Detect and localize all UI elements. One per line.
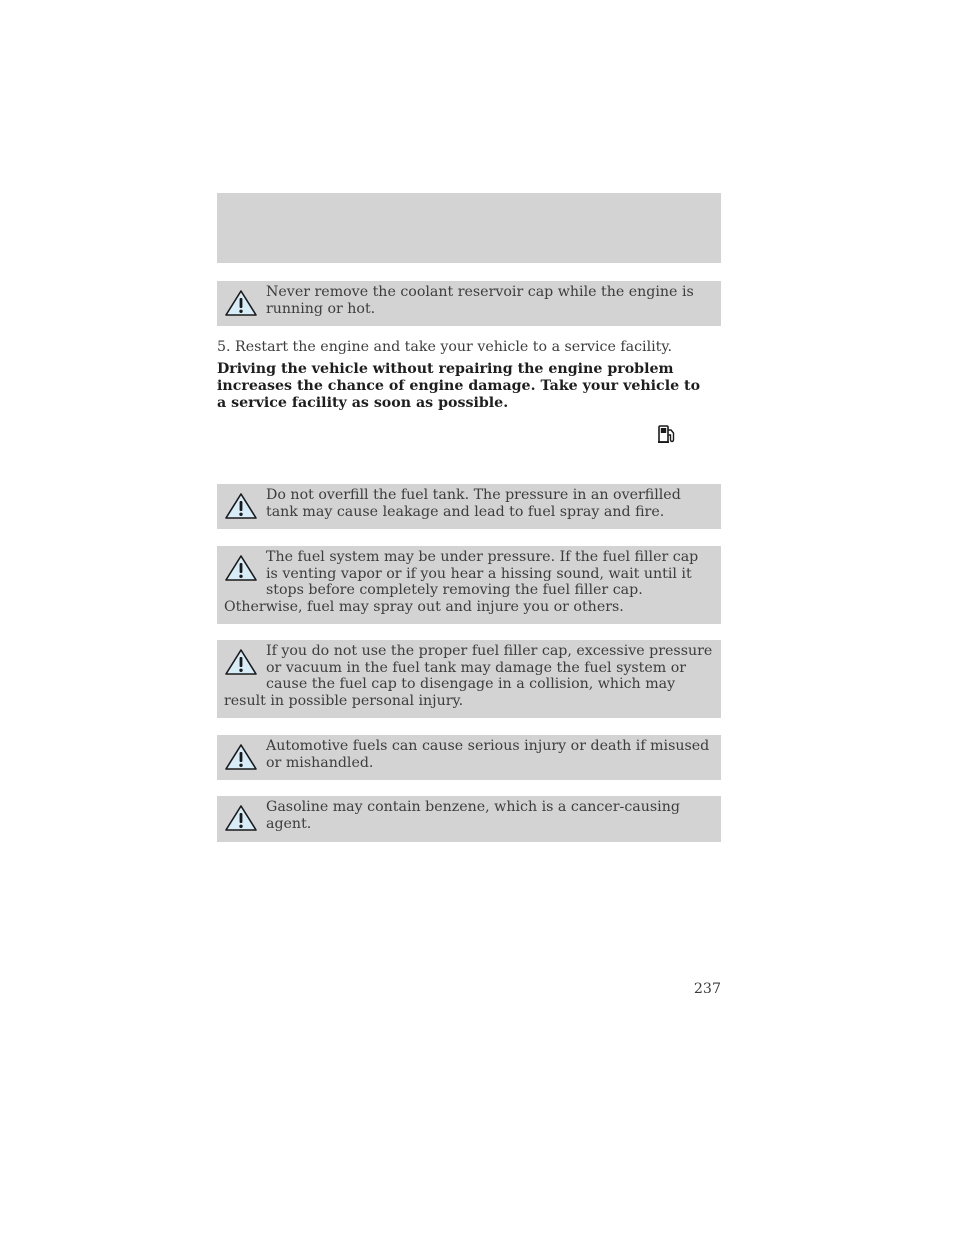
page-number: 237 — [693, 981, 721, 997]
warning-triangle-icon — [224, 554, 258, 582]
warning-box-automotive-fuels — [217, 735, 721, 780]
warning-text: Do not overfill the fuel tank. The pressure in an overfilled tank may cause leakage and lead to fuel spray and fire. — [266, 487, 681, 520]
warning-triangle-icon — [224, 804, 258, 832]
warning-triangle-icon — [224, 492, 258, 520]
warning-triangle-icon — [224, 648, 258, 676]
warning-box-benzene — [217, 796, 721, 842]
warning-text: The fuel system may be under pressure. If the fuel filler cap is venting vapor or if you hear a hissing sound, wait until it stops before completely removing the fuel filler cap. Otherwise, fuel may spray out and injure you or others. — [224, 549, 699, 615]
warning-triangle-icon — [224, 289, 258, 317]
warning-box-overfill — [217, 484, 721, 529]
warning-box-filler-cap — [217, 640, 721, 718]
warning-text: Gasoline may contain benzene, which is a cancer-causing agent. — [266, 799, 680, 832]
warning-text: If you do not use the proper fuel filler cap, excessive pressure or vacuum in the fuel tank may damage the fuel system or cause the fuel cap to disengage in a collision, which may result in possible personal injury. — [224, 643, 713, 709]
engine-damage-note: Driving the vehicle without repairing the engine problem increases the chance of engine damage. Take your vehicle to a service facility as soon as possible. — [217, 361, 701, 411]
warning-box-pressure — [217, 546, 721, 624]
header-band — [217, 193, 721, 263]
fuel-pump-icon — [657, 424, 677, 444]
warning-text: Automotive fuels can cause serious injury or death if misused or mishandled. — [266, 738, 710, 771]
warning-text: Never remove the coolant reservoir cap while the engine is running or hot. — [266, 284, 694, 317]
warning-triangle-icon — [224, 743, 258, 771]
step-restart-engine: 5. Restart the engine and take your vehicle to a service facility. — [217, 339, 673, 355]
warning-box-coolant-cap — [217, 281, 721, 326]
